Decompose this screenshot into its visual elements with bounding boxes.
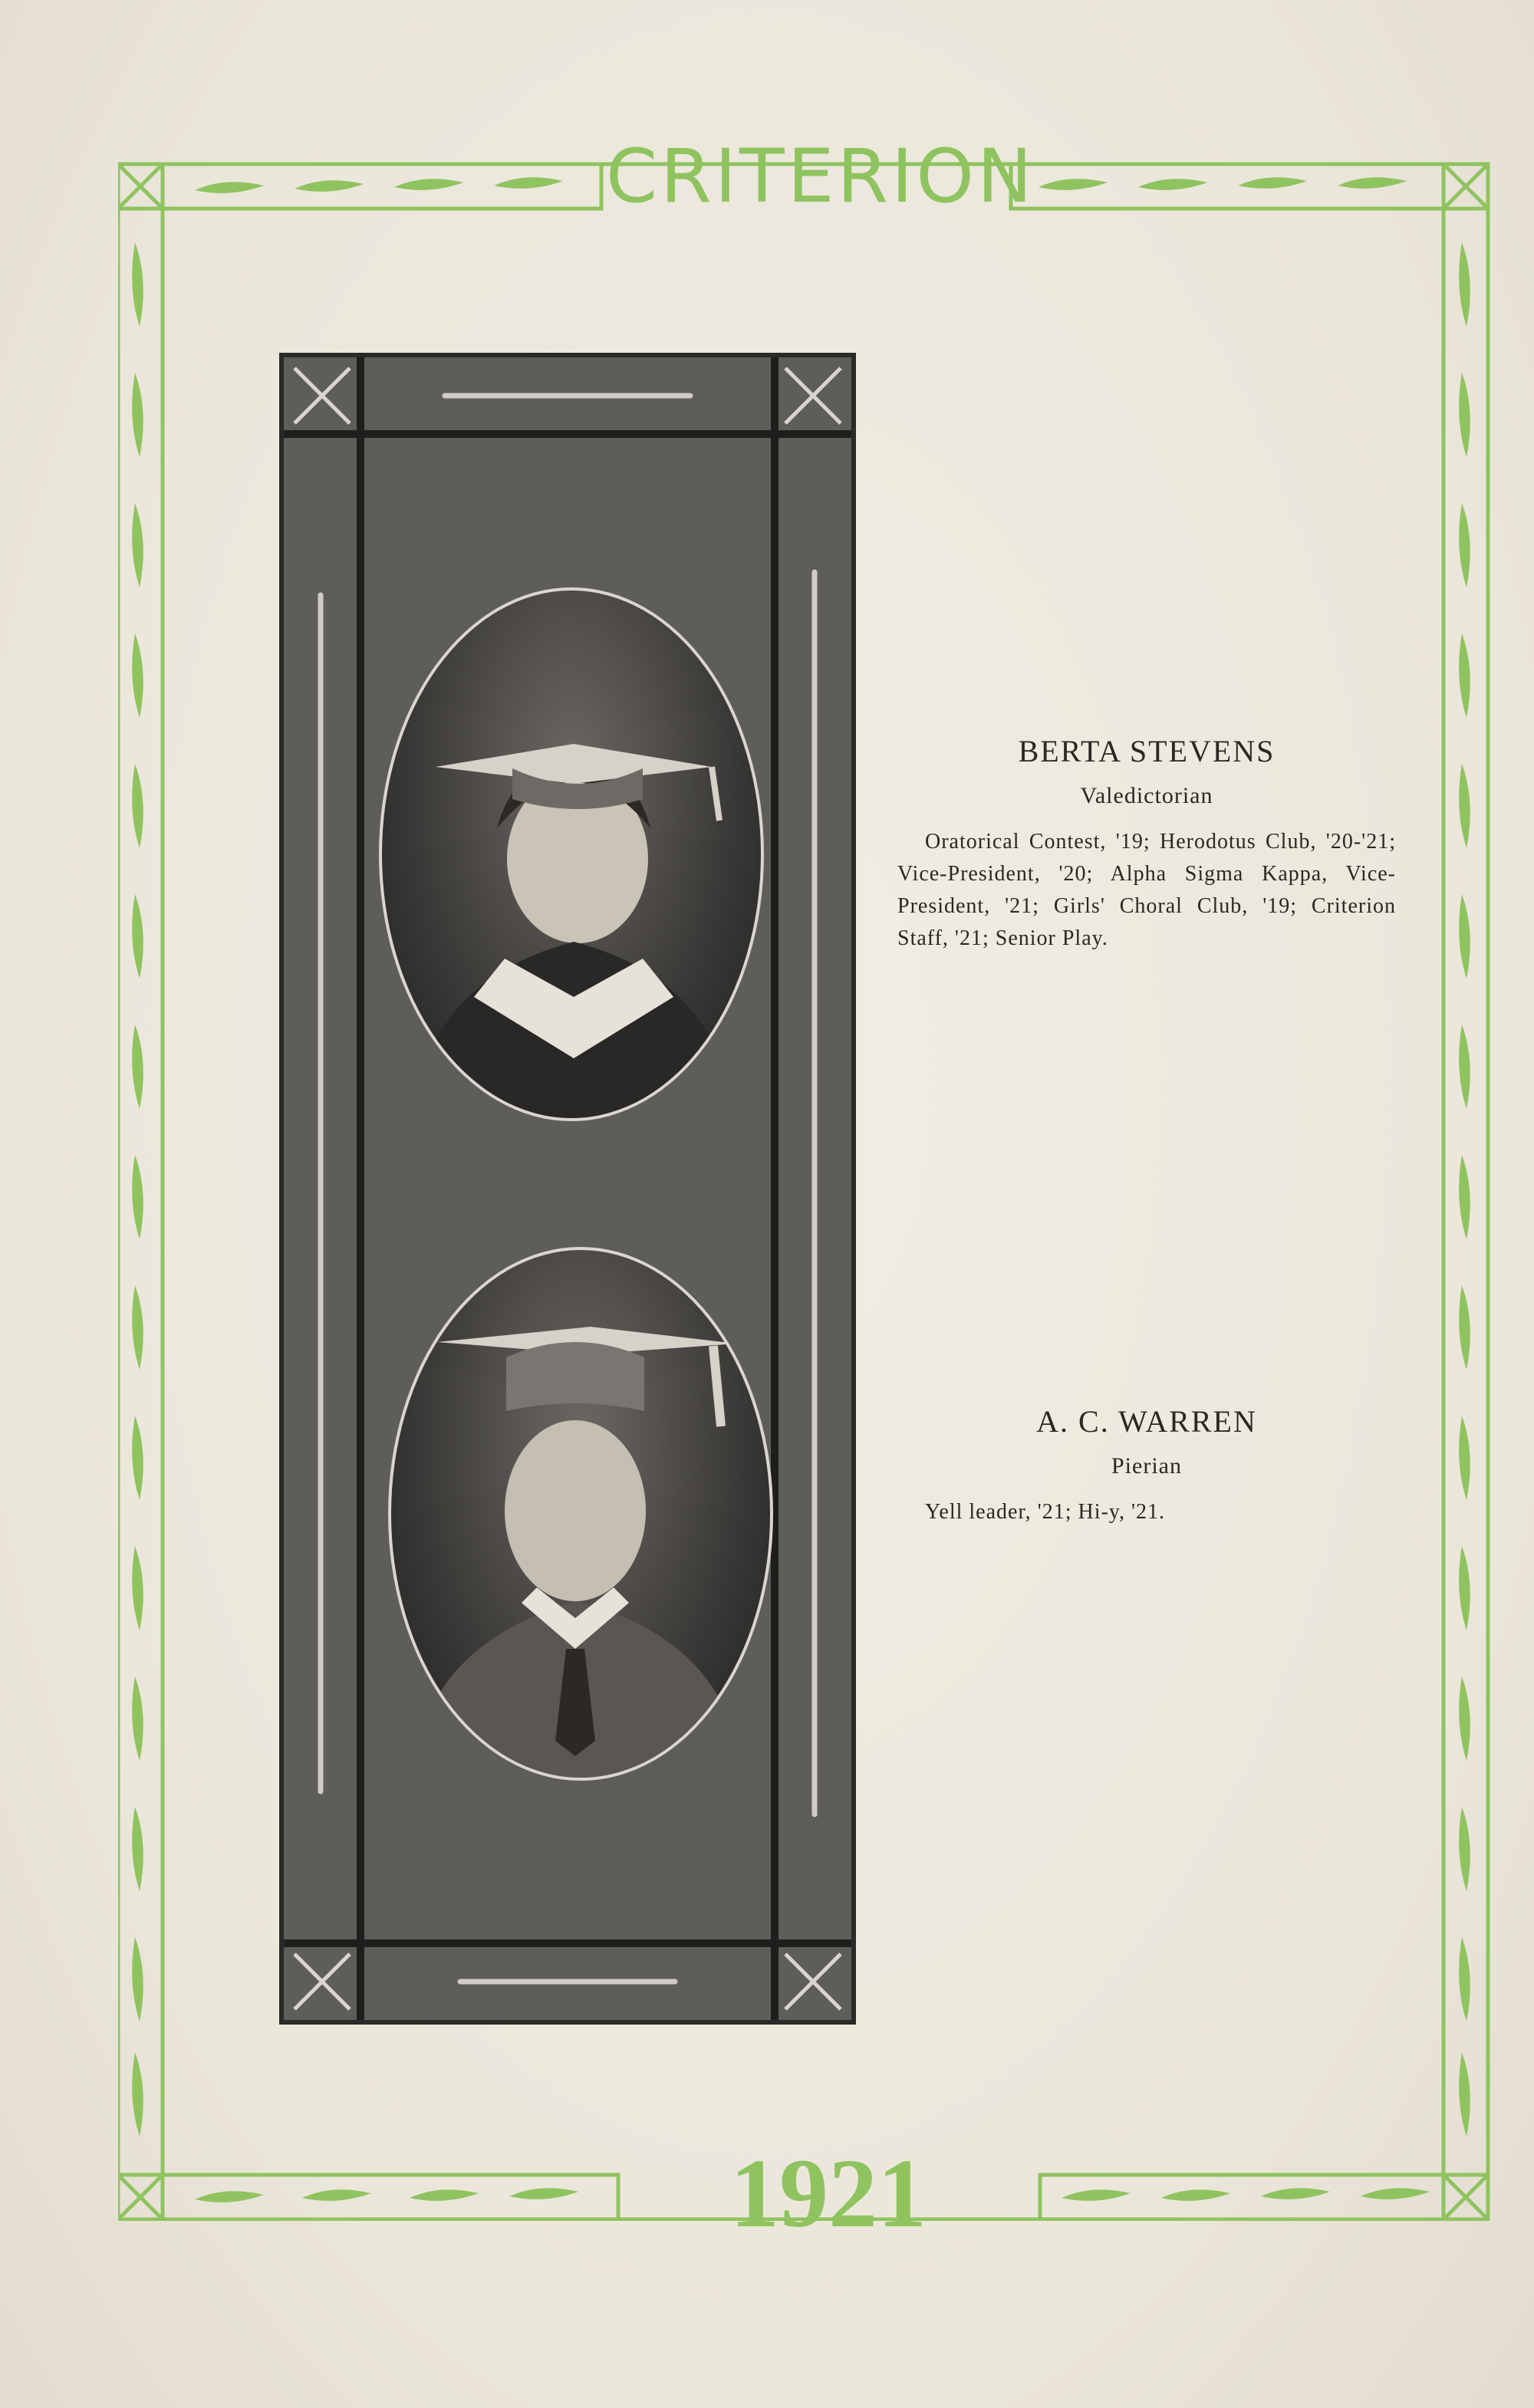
bio-ac-warren [897, 1403, 1396, 1528]
page-title: CRITERION [606, 133, 1035, 219]
person-silhouette-icon [391, 1250, 770, 1778]
portrait-panel [279, 353, 856, 2025]
student-name: A. C. WARREN [1036, 1404, 1257, 1439]
student-activities: Oratorical Contest, '19; Herodotus Club, '20-'21; Vice-President, '20; Alpha Sigma Kappa, Vice-President, '21; Girls' Choral Club, '19; Criterion Staff, '21; Senior Play. [897, 830, 1396, 950]
student-role: Valedictorian [1080, 783, 1213, 808]
student-name: BERTA STEVENS [1018, 734, 1276, 768]
bio-berta-stevens [897, 733, 1396, 955]
student-activities: Yell leader, '21; Hi-y, '21. [925, 1500, 1166, 1524]
student-role: Pierian [1111, 1453, 1182, 1479]
yearbook-year: 1921 [730, 2139, 927, 2248]
portrait-berta-stevens [379, 587, 764, 1121]
person-silhouette-icon [382, 590, 761, 1118]
portrait-ac-warren [388, 1247, 773, 1781]
